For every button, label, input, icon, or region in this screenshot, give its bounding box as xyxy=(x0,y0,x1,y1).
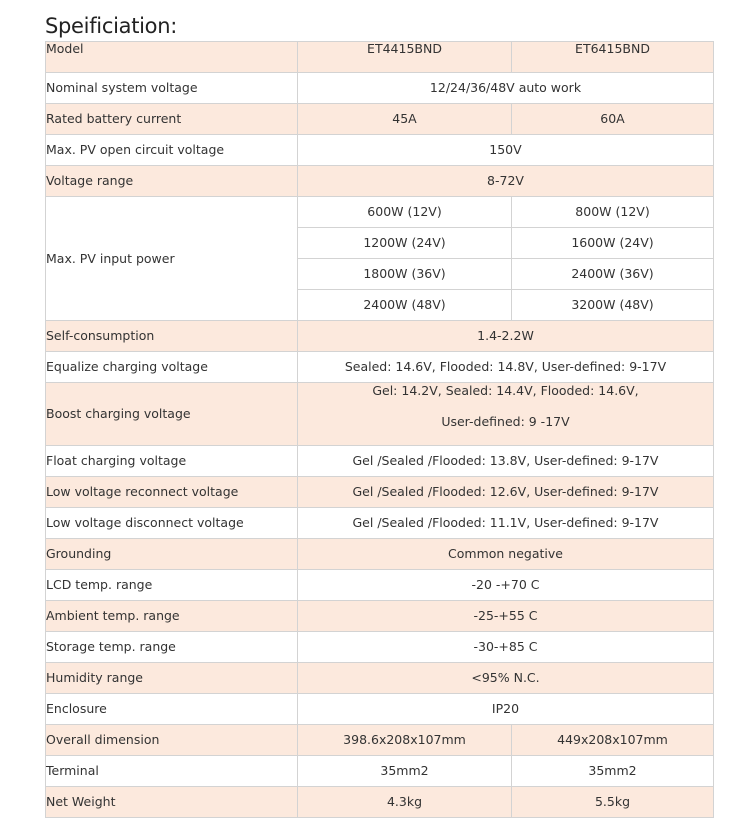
row-value: 1.4-2.2W xyxy=(298,321,714,352)
model-2: ET6415BND xyxy=(512,42,714,73)
row-value: 150V xyxy=(298,135,714,166)
row-value-1: 600W (12V) xyxy=(298,197,512,228)
row-value-1: 35mm2 xyxy=(298,756,512,787)
row-value: 8-72V xyxy=(298,166,714,197)
row-label: Grounding xyxy=(46,539,298,570)
row-value-line-1: Gel: 14.2V, Sealed: 14.4V, Flooded: 14.6V, xyxy=(372,383,639,398)
row-value: IP20 xyxy=(298,694,714,725)
table-row-enclosure xyxy=(46,694,714,725)
table-row-voltage-range xyxy=(46,166,714,197)
row-value: -25-+55 C xyxy=(298,601,714,632)
table-row-lcd-temp xyxy=(46,570,714,601)
row-value-1: 45A xyxy=(298,104,512,135)
row-value-2: 60A xyxy=(512,104,714,135)
row-label: Max. PV open circuit voltage xyxy=(46,135,298,166)
table-row-model xyxy=(46,42,714,73)
row-label: Enclosure xyxy=(46,694,298,725)
row-value: Common negative xyxy=(298,539,714,570)
row-label: Net Weight xyxy=(46,787,298,818)
table-row-lv-disconnect xyxy=(46,508,714,539)
page-title: Speificiation: xyxy=(45,14,177,38)
table-row-self-consumption xyxy=(46,321,714,352)
table-row-dimension xyxy=(46,725,714,756)
row-label: Voltage range xyxy=(46,166,298,197)
row-label: Max. PV input power xyxy=(46,197,298,321)
row-label: Rated battery current xyxy=(46,104,298,135)
row-value-2: 2400W (36V) xyxy=(512,259,714,290)
row-label: Low voltage disconnect voltage xyxy=(46,508,298,539)
row-label: Low voltage reconnect voltage xyxy=(46,477,298,508)
row-value: <95% N.C. xyxy=(298,663,714,694)
table-row-weight xyxy=(46,787,714,818)
row-value-2: 449x208x107mm xyxy=(512,725,714,756)
table-row-float xyxy=(46,446,714,477)
row-value-2: 1600W (24V) xyxy=(512,228,714,259)
row-value-line-2: User-defined: 9 -17V xyxy=(441,414,570,429)
row-label: Self-consumption xyxy=(46,321,298,352)
row-label: Terminal xyxy=(46,756,298,787)
table-row-rated-current xyxy=(46,104,714,135)
spec-table xyxy=(45,41,714,818)
row-value: Gel /Sealed /Flooded: 11.1V, User-defined: 9-17V xyxy=(298,508,714,539)
row-label: Boost charging voltage xyxy=(46,383,298,446)
table-row-humidity xyxy=(46,663,714,694)
table-row-boost xyxy=(46,383,714,446)
row-value: -30-+85 C xyxy=(298,632,714,663)
table-row-lv-reconnect xyxy=(46,477,714,508)
row-value-1: 1800W (36V) xyxy=(298,259,512,290)
table-row-max-pv-voc xyxy=(46,135,714,166)
table-row-max-pv-power xyxy=(46,197,714,228)
row-value: 12/24/36/48V auto work xyxy=(298,73,714,104)
row-label: Storage temp. range xyxy=(46,632,298,663)
table-row-grounding xyxy=(46,539,714,570)
row-value: Gel /Sealed /Flooded: 13.8V, User-defined: 9-17V xyxy=(298,446,714,477)
row-label: Model xyxy=(46,42,298,73)
row-value: Sealed: 14.6V, Flooded: 14.8V, User-defined: 9-17V xyxy=(298,352,714,383)
row-label: Humidity range xyxy=(46,663,298,694)
row-label: Equalize charging voltage xyxy=(46,352,298,383)
row-label: Ambient temp. range xyxy=(46,601,298,632)
row-value-1: 2400W (48V) xyxy=(298,290,512,321)
row-value: -20 -+70 C xyxy=(298,570,714,601)
row-value-1: 4.3kg xyxy=(298,787,512,818)
row-value-2: 800W (12V) xyxy=(512,197,714,228)
row-value-2: 35mm2 xyxy=(512,756,714,787)
row-label: Nominal system voltage xyxy=(46,73,298,104)
row-label: LCD temp. range xyxy=(46,570,298,601)
model-1: ET4415BND xyxy=(298,42,512,73)
row-value-2: 5.5kg xyxy=(512,787,714,818)
row-value-1: 1200W (24V) xyxy=(298,228,512,259)
row-value: Gel /Sealed /Flooded: 12.6V, User-defined: 9-17V xyxy=(298,477,714,508)
row-value-2: 3200W (48V) xyxy=(512,290,714,321)
row-label: Float charging voltage xyxy=(46,446,298,477)
row-label: Overall dimension xyxy=(46,725,298,756)
table-row-nominal-voltage xyxy=(46,73,714,104)
table-row-terminal xyxy=(46,756,714,787)
row-value xyxy=(298,383,714,446)
row-value-1: 398.6x208x107mm xyxy=(298,725,512,756)
table-row-ambient-temp xyxy=(46,601,714,632)
table-row-storage-temp xyxy=(46,632,714,663)
table-row-equalize xyxy=(46,352,714,383)
